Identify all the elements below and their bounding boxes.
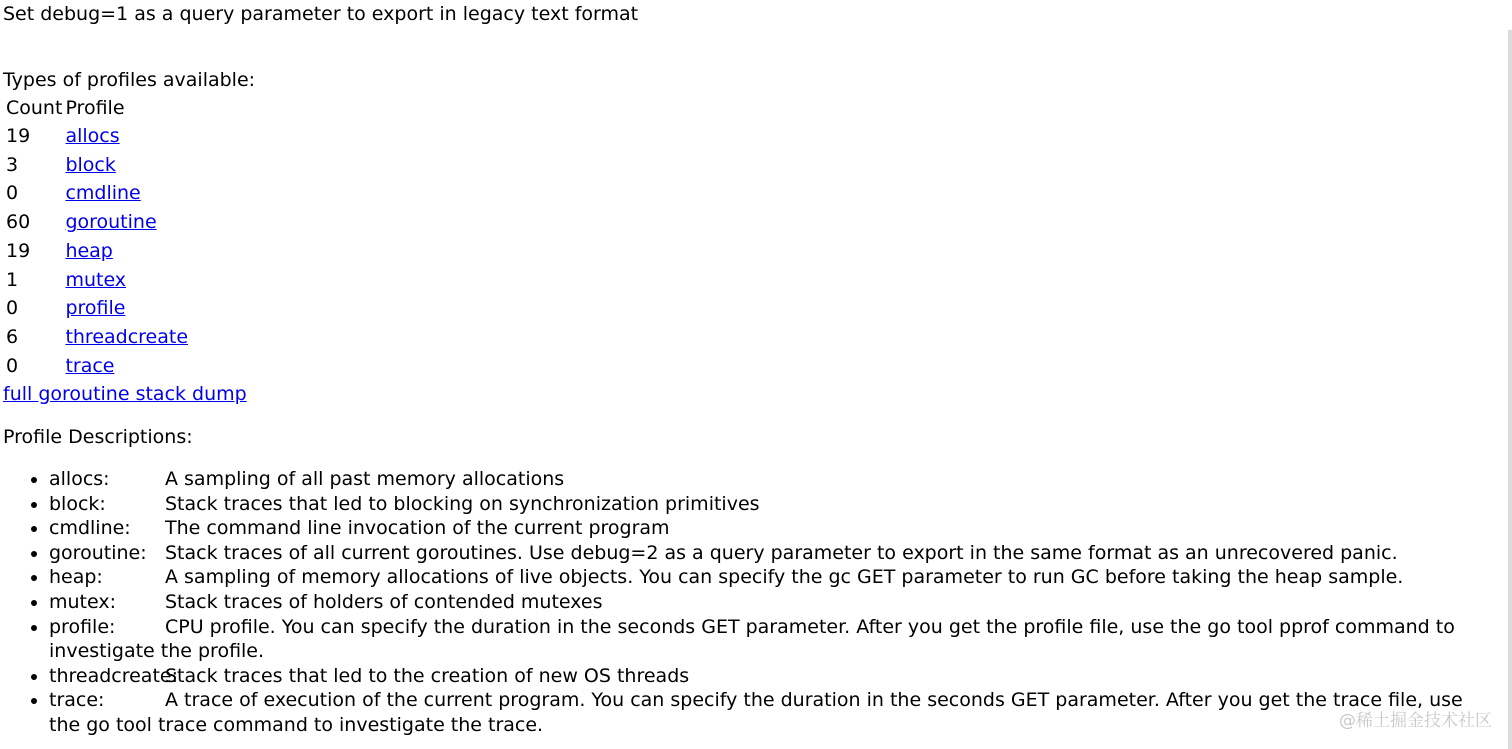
watermark: @稀土掘金技术社区 [1339, 711, 1492, 731]
description-name: cmdline: [49, 517, 131, 540]
table-row [6, 294, 188, 323]
profile-link-heap[interactable]: heap [65, 239, 113, 262]
profile-descriptions-heading: Profile Descriptions: [3, 426, 193, 448]
description-text: CPU profile. You can specify the duration in the seconds GET parameter. After you get the profile file, use the go tool pprof command to investigate the profile. [49, 615, 1455, 663]
description-name: mutex: [49, 590, 117, 613]
table-row [6, 179, 188, 208]
debug-hint-text: Set debug=1 as a query parameter to export in legacy text format [3, 3, 639, 25]
description-text: Stack traces that led to blocking on synchronization primitives [165, 492, 760, 515]
list-item [49, 664, 1497, 689]
profile-types-heading: Types of profiles available: [3, 69, 256, 91]
list-item [49, 541, 1497, 566]
profile-count: 6 [6, 325, 19, 348]
list-item [49, 516, 1497, 541]
description-name: allocs: [49, 468, 110, 490]
profile-count: 0 [6, 354, 19, 377]
profiles-table [3, 94, 191, 380]
list-item [49, 565, 1497, 590]
profile-link-cmdline[interactable]: cmdline [65, 182, 141, 205]
count-column-header: Count [6, 97, 63, 119]
profile-count: 0 [6, 297, 19, 320]
profile-count: 0 [6, 182, 19, 205]
list-item [49, 590, 1497, 615]
profile-descriptions-list [0, 467, 1497, 738]
description-name: threadcreate: [49, 664, 178, 687]
description-text: The command line invocation of the current program [165, 517, 670, 540]
description-name: heap: [49, 566, 103, 589]
description-text: Stack traces of all current goroutines. Use debug=2 as a query parameter to export in the same format as an unrecovered panic. [165, 541, 1398, 564]
table-row [6, 323, 188, 352]
description-text: A sampling of memory allocations of live objects. You can specify the gc GET parameter to run GC before taking the heap sample. [165, 566, 1404, 589]
profile-link-profile[interactable]: profile [65, 297, 126, 320]
list-item [49, 492, 1497, 517]
list-item [49, 467, 1497, 492]
profile-link-block[interactable]: block [65, 153, 116, 176]
profile-count: 1 [6, 268, 19, 291]
profile-column-header: Profile [65, 97, 125, 119]
table-row [6, 122, 188, 151]
description-name: block: [49, 492, 106, 515]
profile-link-threadcreate[interactable]: threadcreate [65, 325, 189, 348]
description-name: profile: [49, 615, 116, 638]
profile-link-goroutine[interactable]: goroutine [65, 211, 157, 234]
description-name: trace: [49, 689, 105, 712]
list-item [49, 688, 1497, 737]
description-text: Stack traces that led to the creation of new OS threads [165, 664, 690, 687]
description-name: goroutine: [49, 541, 147, 564]
profile-link-allocs[interactable]: allocs [65, 125, 120, 147]
full-goroutine-dump-link[interactable]: full goroutine stack dump [3, 383, 247, 405]
description-text: Stack traces of holders of contended mutexes [165, 590, 603, 613]
profile-count: 3 [6, 153, 19, 176]
profile-count: 19 [6, 239, 31, 262]
vertical-scrollbar[interactable] [1508, 30, 1512, 749]
table-row [6, 208, 188, 237]
table-row [6, 266, 188, 295]
profile-link-trace[interactable]: trace [65, 354, 115, 377]
table-row [6, 237, 188, 266]
table-row [6, 352, 188, 381]
profile-count: 60 [6, 211, 31, 234]
profile-count: 19 [6, 125, 31, 147]
description-text: A trace of execution of the current program. You can specify the duration in the seconds GET parameter. After you get the trace file, use the go tool trace command to investigate the trace. [49, 689, 1463, 736]
profile-link-mutex[interactable]: mutex [65, 268, 127, 291]
table-row [6, 151, 188, 180]
list-item [49, 615, 1497, 664]
description-text: A sampling of all past memory allocations [165, 468, 565, 490]
profiles-table-header-row [6, 94, 188, 122]
